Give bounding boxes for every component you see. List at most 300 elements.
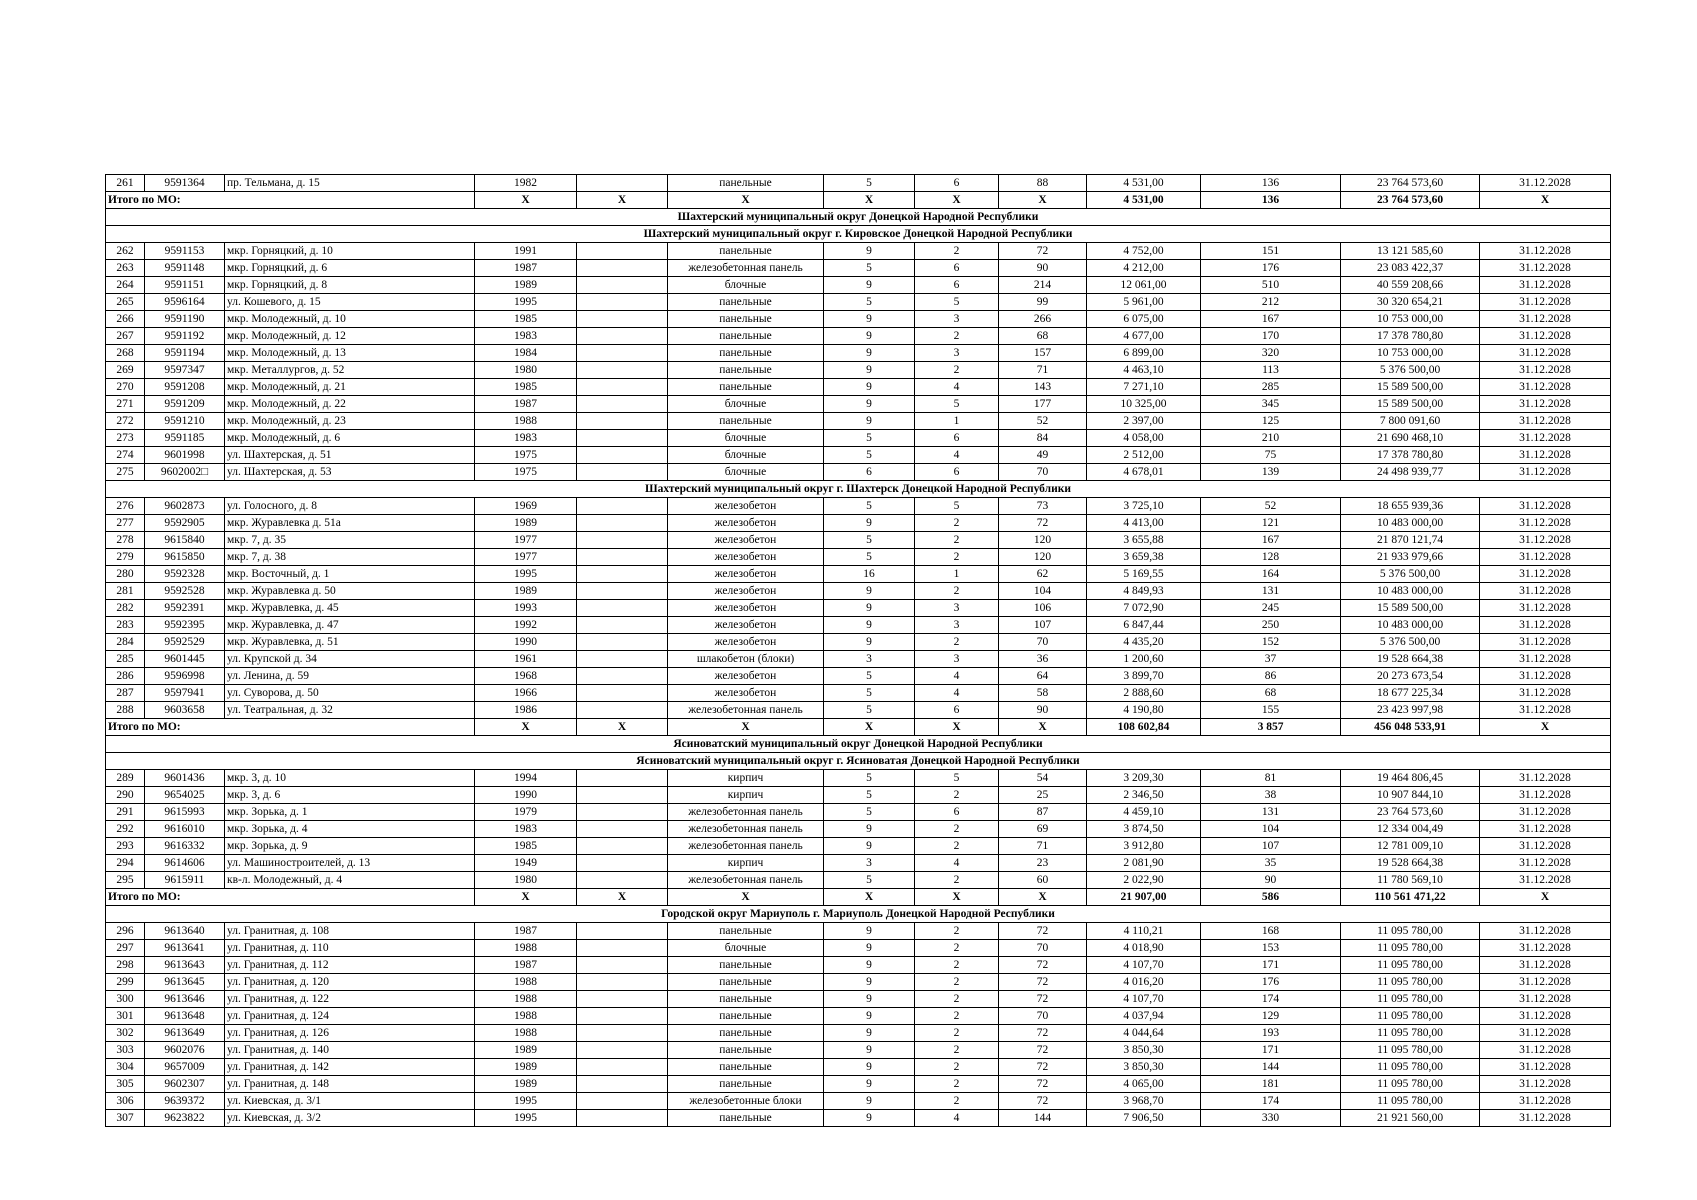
address-cell: ул. Кошевого, д. 15 (225, 294, 475, 311)
floors-cell: 5 (824, 787, 915, 804)
cost-cell: 5 376 500,00 (1341, 566, 1480, 583)
entrances-cell: 2 (915, 328, 999, 345)
table-row (106, 498, 1611, 515)
table-row (106, 838, 1611, 855)
building-code-cell: 9591153 (145, 243, 225, 260)
build-year-cell: 1980 (475, 362, 577, 379)
blank-cell (577, 651, 668, 668)
row-number-cell: 294 (106, 855, 145, 872)
row-number-cell: 290 (106, 787, 145, 804)
cost-cell: 11 095 780,00 (1341, 1042, 1480, 1059)
table-row (106, 668, 1611, 685)
floors-cell: 9 (824, 379, 915, 396)
floors-cell: 5 (824, 498, 915, 515)
floors-cell: 9 (824, 991, 915, 1008)
residents-cell: 37 (1201, 651, 1341, 668)
building-code-cell: 9616332 (145, 838, 225, 855)
area-cell: 2 397,00 (1087, 413, 1201, 430)
blank-cell (577, 294, 668, 311)
building-code-cell: 9592528 (145, 583, 225, 600)
floors-cell: 5 (824, 770, 915, 787)
building-code-cell: 9596998 (145, 668, 225, 685)
floors-cell: 5 (824, 685, 915, 702)
blank-cell (577, 940, 668, 957)
address-cell: ул. Гранитная, д. 112 (225, 957, 475, 974)
cost-cell: 11 095 780,00 (1341, 1025, 1480, 1042)
section-title: Шахтерский муниципальный округ г. Кировское Донецкой Народной Республики (106, 226, 1611, 243)
area-cell: 4 107,70 (1087, 957, 1201, 974)
wall-material-cell: панельные (668, 1059, 824, 1076)
entrances-cell: 2 (915, 1025, 999, 1042)
row-number-cell: 263 (106, 260, 145, 277)
cost-cell: 21 690 468,10 (1341, 430, 1480, 447)
floors-cell: 9 (824, 974, 915, 991)
deadline-cell: 31.12.2028 (1480, 1076, 1611, 1093)
residents-cell: 320 (1201, 345, 1341, 362)
residents-cell: 35 (1201, 855, 1341, 872)
floors-cell: 9 (824, 396, 915, 413)
deadline-cell: 31.12.2028 (1480, 770, 1611, 787)
build-year-cell: 1987 (475, 957, 577, 974)
build-year-cell: 1988 (475, 413, 577, 430)
blank-cell (577, 583, 668, 600)
residents-cell: 510 (1201, 277, 1341, 294)
cost-cell: 11 095 780,00 (1341, 1076, 1480, 1093)
wall-material-cell: панельные (668, 1076, 824, 1093)
row-number-cell: 305 (106, 1076, 145, 1093)
blank-cell (577, 634, 668, 651)
cost-cell: 18 655 939,36 (1341, 498, 1480, 515)
wall-material-cell: железобетонная панель (668, 838, 824, 855)
residents-cell: 38 (1201, 787, 1341, 804)
address-cell: ул. Гранитная, д. 142 (225, 1059, 475, 1076)
address-cell: мкр. Молодежный, д. 6 (225, 430, 475, 447)
floors-cell: 9 (824, 362, 915, 379)
entrances-cell: 6 (915, 175, 999, 192)
section-title: Ясиноватский муниципальный округ Донецкой Народной Республики (106, 736, 1611, 753)
building-code-cell: 9592395 (145, 617, 225, 634)
build-year-cell: 1983 (475, 328, 577, 345)
floors-cell: 5 (824, 702, 915, 719)
blank-cell (577, 702, 668, 719)
floors-cell: 9 (824, 923, 915, 940)
deadline-cell: 31.12.2028 (1480, 566, 1611, 583)
build-year-cell: 1989 (475, 515, 577, 532)
wall-material-cell: панельные (668, 1008, 824, 1025)
table-row (106, 1110, 1611, 1127)
wall-material-cell: железобетон (668, 600, 824, 617)
total-row (106, 719, 1611, 736)
cost-cell: 11 095 780,00 (1341, 974, 1480, 991)
residents-cell: 330 (1201, 1110, 1341, 1127)
residents-cell: 167 (1201, 532, 1341, 549)
area-cell: 10 325,00 (1087, 396, 1201, 413)
deadline-cell: 31.12.2028 (1480, 1025, 1611, 1042)
entrances-cell: 6 (915, 430, 999, 447)
deadline-cell: 31.12.2028 (1480, 617, 1611, 634)
build-year-cell: 1988 (475, 1025, 577, 1042)
total-area-cell: 21 907,00 (1087, 889, 1201, 906)
apartments-cell: 120 (999, 532, 1087, 549)
blank-cell (577, 1076, 668, 1093)
wall-material-cell: панельные (668, 1110, 824, 1127)
entrances-cell: 3 (915, 345, 999, 362)
cost-cell: 15 589 500,00 (1341, 379, 1480, 396)
section-title: Ясиноватский муниципальный округ г. Ясиноватая Донецкой Народной Республики (106, 753, 1611, 770)
wall-material-cell: железобетон (668, 668, 824, 685)
entrances-cell: 6 (915, 464, 999, 481)
blank-cell (577, 464, 668, 481)
entrances-cell: 6 (915, 702, 999, 719)
wall-material-cell: железобетонные блоки (668, 1093, 824, 1110)
area-cell: 4 107,70 (1087, 991, 1201, 1008)
table-row (106, 651, 1611, 668)
address-cell: ул. Театральная, д. 32 (225, 702, 475, 719)
area-cell: 4 413,00 (1087, 515, 1201, 532)
area-cell: 3 968,70 (1087, 1093, 1201, 1110)
cost-cell: 21 921 560,00 (1341, 1110, 1480, 1127)
area-cell: 4 849,93 (1087, 583, 1201, 600)
table-row (106, 974, 1611, 991)
build-year-cell: 1992 (475, 617, 577, 634)
build-year-cell: 1975 (475, 447, 577, 464)
floors-cell: 9 (824, 821, 915, 838)
address-cell: ул. Суворова, д. 50 (225, 685, 475, 702)
building-code-cell: 9613649 (145, 1025, 225, 1042)
wall-material-cell: железобетонная панель (668, 804, 824, 821)
floors-cell: 5 (824, 549, 915, 566)
cost-cell: 21 870 121,74 (1341, 532, 1480, 549)
residents-cell: 113 (1201, 362, 1341, 379)
cost-cell: 23 423 997,98 (1341, 702, 1480, 719)
apartments-cell: 87 (999, 804, 1087, 821)
build-year-cell: 1990 (475, 634, 577, 651)
address-cell: ул. Гранитная, д. 140 (225, 1042, 475, 1059)
table-row (106, 1042, 1611, 1059)
row-number-cell: 272 (106, 413, 145, 430)
residents-cell: 155 (1201, 702, 1341, 719)
blank-cell (577, 532, 668, 549)
apartments-cell: 72 (999, 1025, 1087, 1042)
apartments-cell: 64 (999, 668, 1087, 685)
apartments-cell: 72 (999, 957, 1087, 974)
table-row (106, 1059, 1611, 1076)
entrances-cell: 2 (915, 1076, 999, 1093)
blank-cell (577, 549, 668, 566)
row-number-cell: 304 (106, 1059, 145, 1076)
address-cell: ул. Шахтерская, д. 51 (225, 447, 475, 464)
section-title: Городской округ Мариуполь г. Мариуполь Донецкой Народной Республики (106, 906, 1611, 923)
row-number-cell: 286 (106, 668, 145, 685)
deadline-cell: 31.12.2028 (1480, 600, 1611, 617)
table-row (106, 821, 1611, 838)
building-code-cell: 9615993 (145, 804, 225, 821)
wall-material-cell: блочные (668, 940, 824, 957)
address-cell: мкр. Молодежный, д. 13 (225, 345, 475, 362)
cost-cell: 10 907 844,10 (1341, 787, 1480, 804)
x-mark-cell: X (475, 719, 577, 736)
cost-cell: 19 528 664,38 (1341, 651, 1480, 668)
build-year-cell: 1985 (475, 311, 577, 328)
deadline-cell: 31.12.2028 (1480, 430, 1611, 447)
floors-cell: 9 (824, 345, 915, 362)
residents-cell: 52 (1201, 498, 1341, 515)
building-code-cell: 9602873 (145, 498, 225, 515)
residents-cell: 90 (1201, 872, 1341, 889)
residents-cell: 176 (1201, 260, 1341, 277)
address-cell: мкр. Журавлевка д. 50 (225, 583, 475, 600)
entrances-cell: 2 (915, 583, 999, 600)
floors-cell: 9 (824, 1059, 915, 1076)
row-number-cell: 300 (106, 991, 145, 1008)
deadline-cell: 31.12.2028 (1480, 651, 1611, 668)
cost-cell: 5 376 500,00 (1341, 362, 1480, 379)
total-cost-cell: 110 561 471,22 (1341, 889, 1480, 906)
row-number-cell: 267 (106, 328, 145, 345)
total-area-cell: 108 602,84 (1087, 719, 1201, 736)
building-code-cell: 9591194 (145, 345, 225, 362)
deadline-cell: 31.12.2028 (1480, 957, 1611, 974)
x-mark-cell: X (1480, 719, 1611, 736)
entrances-cell: 5 (915, 770, 999, 787)
address-cell: ул. Крупской д. 34 (225, 651, 475, 668)
area-cell: 3 899,70 (1087, 668, 1201, 685)
cost-cell: 15 589 500,00 (1341, 396, 1480, 413)
row-number-cell: 287 (106, 685, 145, 702)
building-code-cell: 9603658 (145, 702, 225, 719)
table-row (106, 685, 1611, 702)
deadline-cell: 31.12.2028 (1480, 464, 1611, 481)
wall-material-cell: железобетон (668, 634, 824, 651)
wall-material-cell: железобетон (668, 566, 824, 583)
blank-cell (577, 328, 668, 345)
cost-cell: 10 483 000,00 (1341, 515, 1480, 532)
area-cell: 4 037,94 (1087, 1008, 1201, 1025)
blank-cell (577, 311, 668, 328)
apartments-cell: 73 (999, 498, 1087, 515)
address-cell: ул. Киевская, д. 3/2 (225, 1110, 475, 1127)
deadline-cell: 31.12.2028 (1480, 549, 1611, 566)
blank-cell (577, 770, 668, 787)
apartments-cell: 72 (999, 991, 1087, 1008)
area-cell: 1 200,60 (1087, 651, 1201, 668)
area-cell: 3 209,30 (1087, 770, 1201, 787)
building-code-cell: 9597347 (145, 362, 225, 379)
apartments-cell: 104 (999, 583, 1087, 600)
row-number-cell: 282 (106, 600, 145, 617)
row-number-cell: 283 (106, 617, 145, 634)
deadline-cell: 31.12.2028 (1480, 1093, 1611, 1110)
building-code-cell: 9592529 (145, 634, 225, 651)
x-mark-cell: X (824, 889, 915, 906)
blank-cell (577, 617, 668, 634)
residents-cell: 81 (1201, 770, 1341, 787)
wall-material-cell: панельные (668, 1042, 824, 1059)
build-year-cell: 1995 (475, 566, 577, 583)
build-year-cell: 1991 (475, 243, 577, 260)
blank-cell (577, 685, 668, 702)
building-code-cell: 9592328 (145, 566, 225, 583)
building-code-cell: 9602076 (145, 1042, 225, 1059)
area-cell: 4 190,80 (1087, 702, 1201, 719)
table-row (106, 1025, 1611, 1042)
area-cell: 6 075,00 (1087, 311, 1201, 328)
apartments-cell: 68 (999, 328, 1087, 345)
floors-cell: 16 (824, 566, 915, 583)
building-code-cell: 9623822 (145, 1110, 225, 1127)
building-code-cell: 9615911 (145, 872, 225, 889)
build-year-cell: 1989 (475, 583, 577, 600)
residents-cell: 285 (1201, 379, 1341, 396)
apartments-cell: 70 (999, 1008, 1087, 1025)
address-cell: ул. Машиностроителей, д. 13 (225, 855, 475, 872)
table-row (106, 345, 1611, 362)
deadline-cell: 31.12.2028 (1480, 243, 1611, 260)
blank-cell (577, 362, 668, 379)
area-cell: 12 061,00 (1087, 277, 1201, 294)
cost-cell: 12 781 009,10 (1341, 838, 1480, 855)
total-cost-cell: 23 764 573,60 (1341, 192, 1480, 209)
deadline-cell: 31.12.2028 (1480, 702, 1611, 719)
building-code-cell: 9591151 (145, 277, 225, 294)
apartments-cell: 72 (999, 1076, 1087, 1093)
entrances-cell: 2 (915, 957, 999, 974)
row-number-cell: 266 (106, 311, 145, 328)
building-code-cell: 9613641 (145, 940, 225, 957)
cost-cell: 11 095 780,00 (1341, 923, 1480, 940)
address-cell: кв-л. Молодежный, д. 4 (225, 872, 475, 889)
area-cell: 2 512,00 (1087, 447, 1201, 464)
table-row (106, 413, 1611, 430)
row-number-cell: 275 (106, 464, 145, 481)
entrances-cell: 6 (915, 260, 999, 277)
apartments-cell: 84 (999, 430, 1087, 447)
x-mark-cell: X (999, 889, 1087, 906)
blank-cell (577, 991, 668, 1008)
wall-material-cell: блочные (668, 464, 824, 481)
apartments-cell: 54 (999, 770, 1087, 787)
floors-cell: 9 (824, 1110, 915, 1127)
deadline-cell: 31.12.2028 (1480, 991, 1611, 1008)
build-year-cell: 1984 (475, 345, 577, 362)
area-cell: 5 169,55 (1087, 566, 1201, 583)
row-number-cell: 280 (106, 566, 145, 583)
deadline-cell: 31.12.2028 (1480, 838, 1611, 855)
wall-material-cell: панельные (668, 345, 824, 362)
building-code-cell: 9591210 (145, 413, 225, 430)
entrances-cell: 2 (915, 1093, 999, 1110)
area-cell: 4 044,64 (1087, 1025, 1201, 1042)
address-cell: мкр. Молодежный, д. 21 (225, 379, 475, 396)
table-row (106, 447, 1611, 464)
build-year-cell: 1987 (475, 923, 577, 940)
row-number-cell: 289 (106, 770, 145, 787)
table-row (106, 702, 1611, 719)
cost-cell: 40 559 208,66 (1341, 277, 1480, 294)
build-year-cell: 1968 (475, 668, 577, 685)
address-cell: ул. Гранитная, д. 120 (225, 974, 475, 991)
table-row (106, 260, 1611, 277)
deadline-cell: 31.12.2028 (1480, 668, 1611, 685)
area-cell: 3 850,30 (1087, 1059, 1201, 1076)
build-year-cell: 1989 (475, 1042, 577, 1059)
cost-cell: 17 378 780,80 (1341, 328, 1480, 345)
address-cell: мкр. Металлургов, д. 52 (225, 362, 475, 379)
row-number-cell: 293 (106, 838, 145, 855)
wall-material-cell: кирпич (668, 855, 824, 872)
entrances-cell: 6 (915, 277, 999, 294)
area-cell: 4 016,20 (1087, 974, 1201, 991)
row-number-cell: 284 (106, 634, 145, 651)
residents-cell: 171 (1201, 957, 1341, 974)
area-cell: 4 110,21 (1087, 923, 1201, 940)
apartments-cell: 60 (999, 872, 1087, 889)
address-cell: мкр. Молодежный, д. 12 (225, 328, 475, 345)
building-code-cell: 9613640 (145, 923, 225, 940)
residents-cell: 107 (1201, 838, 1341, 855)
row-number-cell: 295 (106, 872, 145, 889)
residents-cell: 121 (1201, 515, 1341, 532)
residents-cell: 168 (1201, 923, 1341, 940)
building-code-cell: 9614606 (145, 855, 225, 872)
build-year-cell: 1989 (475, 277, 577, 294)
cost-cell: 20 273 673,54 (1341, 668, 1480, 685)
blank-cell (577, 447, 668, 464)
cost-cell: 10 753 000,00 (1341, 345, 1480, 362)
floors-cell: 5 (824, 532, 915, 549)
table-row (106, 566, 1611, 583)
build-year-cell: 1993 (475, 600, 577, 617)
apartments-cell: 23 (999, 855, 1087, 872)
build-year-cell: 1990 (475, 787, 577, 804)
build-year-cell: 1966 (475, 685, 577, 702)
area-cell: 3 659,38 (1087, 549, 1201, 566)
build-year-cell: 1987 (475, 396, 577, 413)
floors-cell: 9 (824, 413, 915, 430)
section-header-row (106, 736, 1611, 753)
cost-cell: 11 095 780,00 (1341, 1093, 1480, 1110)
cost-cell: 11 780 569,10 (1341, 872, 1480, 889)
row-number-cell: 306 (106, 1093, 145, 1110)
deadline-cell: 31.12.2028 (1480, 1059, 1611, 1076)
address-cell: мкр. 3, д. 10 (225, 770, 475, 787)
section-title: Шахтерский муниципальный округ Донецкой Народной Республики (106, 209, 1611, 226)
building-code-cell: 9602307 (145, 1076, 225, 1093)
residents-cell: 171 (1201, 1042, 1341, 1059)
address-cell: ул. Ленина, д. 59 (225, 668, 475, 685)
blank-cell (577, 566, 668, 583)
total-row (106, 192, 1611, 209)
deadline-cell: 31.12.2028 (1480, 396, 1611, 413)
deadline-cell: 31.12.2028 (1480, 685, 1611, 702)
apartments-cell: 88 (999, 175, 1087, 192)
build-year-cell: 1985 (475, 838, 577, 855)
building-code-cell: 9591364 (145, 175, 225, 192)
wall-material-cell: блочные (668, 447, 824, 464)
x-mark-cell: X (475, 192, 577, 209)
address-cell: ул. Голосного, д. 8 (225, 498, 475, 515)
build-year-cell: 1983 (475, 821, 577, 838)
apartments-cell: 143 (999, 379, 1087, 396)
cost-cell: 7 800 091,60 (1341, 413, 1480, 430)
floors-cell: 9 (824, 583, 915, 600)
area-cell: 4 752,00 (1087, 243, 1201, 260)
apartments-cell: 72 (999, 243, 1087, 260)
row-number-cell: 268 (106, 345, 145, 362)
total-label: Итого по МО: (106, 719, 475, 736)
row-number-cell: 262 (106, 243, 145, 260)
apartments-cell: 72 (999, 974, 1087, 991)
